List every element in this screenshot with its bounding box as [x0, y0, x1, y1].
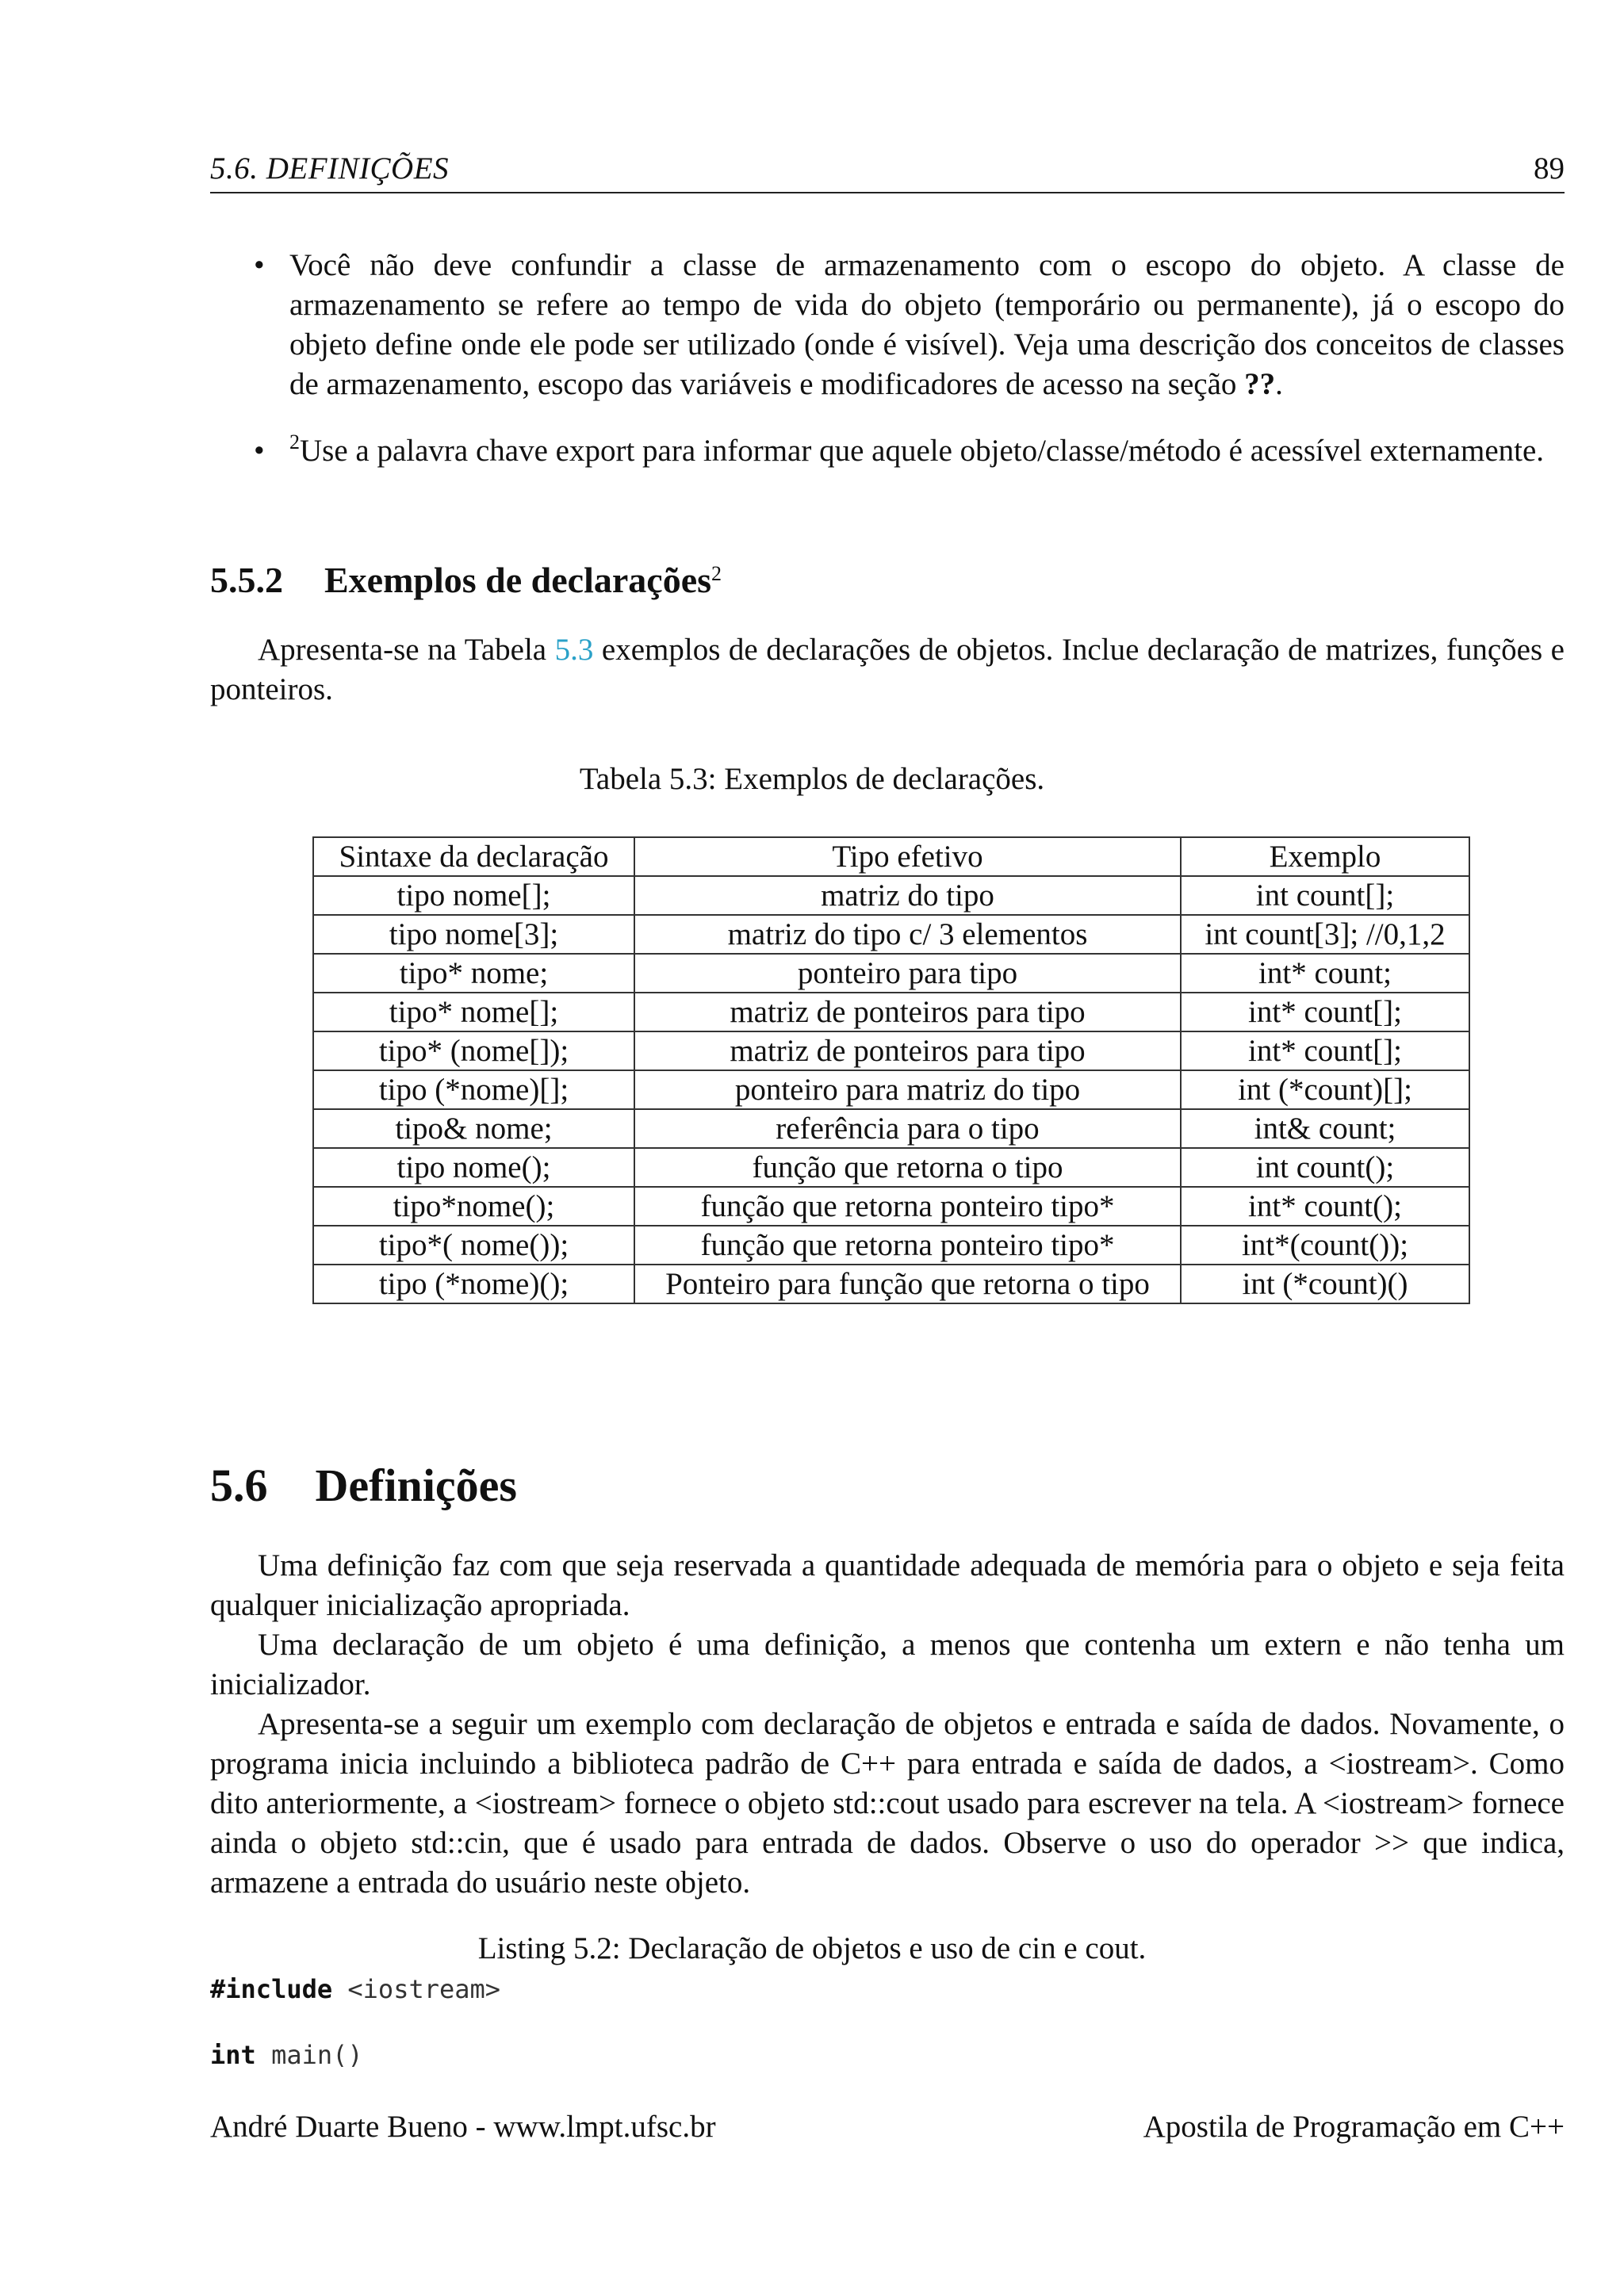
table-row	[313, 1109, 1469, 1148]
body-text	[210, 1546, 1565, 1903]
paragraph: Uma declaração de um objeto é uma definição, a menos que contenha um extern e não tenha um inicializador.	[210, 1628, 1565, 1701]
cell-type: Ponteiro para função que retorna o tipo	[634, 1265, 1181, 1303]
cell-syntax: tipo* (nome[]);	[313, 1031, 634, 1070]
table-reference-link[interactable]: 5.3	[554, 633, 594, 667]
cell-example: int (*count)()	[1181, 1265, 1469, 1303]
subsection-heading	[210, 559, 722, 601]
bullet-icon: •	[254, 248, 265, 282]
footer-author: André Duarte Bueno - www.lmpt.ufsc.br	[210, 2110, 716, 2144]
cell-example: int count[];	[1181, 876, 1469, 915]
cell-syntax: tipo nome();	[313, 1148, 634, 1187]
cell-example: int (*count)[];	[1181, 1070, 1469, 1109]
column-header-type: Tipo efetivo	[634, 837, 1181, 876]
table-row	[313, 1226, 1469, 1265]
table-body	[313, 876, 1469, 1303]
paragraph: Uma definição faz com que seja reservada a quantidade adequada de memória para o objeto e seja feita qualquer inicialização apropriada.	[210, 1548, 1565, 1622]
table-row	[313, 915, 1469, 954]
code-keyword: int	[210, 2040, 256, 2070]
cell-example: int count[3]; //0,1,2	[1181, 915, 1469, 954]
cell-example: int* count();	[1181, 1187, 1469, 1226]
table-row	[313, 1148, 1469, 1187]
cell-type: matriz de ponteiros para tipo	[634, 993, 1181, 1031]
cell-type: matriz do tipo c/ 3 elementos	[634, 915, 1181, 954]
cell-syntax: tipo nome[3];	[313, 915, 634, 954]
table-row	[313, 876, 1469, 915]
cell-syntax: tipo (*nome)[];	[313, 1070, 634, 1109]
table-row	[313, 1070, 1469, 1109]
cell-example: int count();	[1181, 1148, 1469, 1187]
cell-syntax: tipo* nome;	[313, 954, 634, 993]
subsection-title: Exemplos de declarações	[324, 560, 712, 600]
cell-syntax: tipo*nome();	[313, 1187, 634, 1226]
cell-type: referência para o tipo	[634, 1109, 1181, 1148]
intro-paragraph	[210, 630, 1565, 710]
table-row	[313, 1265, 1469, 1303]
cell-type: ponteiro para tipo	[634, 954, 1181, 993]
cell-syntax: tipo& nome;	[313, 1109, 634, 1148]
table-row	[313, 1187, 1469, 1226]
footnote-marker[interactable]: 2	[289, 430, 300, 453]
cell-example: int& count;	[1181, 1109, 1469, 1148]
code-text: <iostream>	[332, 1974, 501, 2004]
bullet-tail: .	[1275, 367, 1283, 401]
cell-type: função que retorna ponteiro tipo*	[634, 1226, 1181, 1265]
cell-example: int* count[];	[1181, 993, 1469, 1031]
intro-text: Apresenta-se na Tabela	[258, 633, 555, 667]
subsection-number: 5.5.2	[210, 560, 283, 600]
bullet-item	[246, 246, 1565, 404]
cell-type: função que retorna ponteiro tipo*	[634, 1187, 1181, 1226]
table-header-row	[313, 837, 1469, 876]
bullet-text: Use a palavra chave export para informar que aquele objeto/classe/método é acessível externamente.	[300, 434, 1545, 468]
table-row	[313, 1031, 1469, 1070]
cell-syntax: tipo*( nome());	[313, 1226, 634, 1265]
declarations-table	[312, 836, 1470, 1304]
table-row	[313, 993, 1469, 1031]
header-section-title: 5.6. DEFINIÇÕES	[210, 151, 450, 186]
paragraph: Apresenta-se a seguir um exemplo com declaração de objetos e entrada e saída de dados. Novamente, o programa inicia incluindo a biblioteca padrão de C++ para entrada e saída de dados, a <iostream>. Como dito anteriormente, a <iostream> fornece o objeto std::cout usado para escrever na tela. A <iostream> fornece ainda o objeto std::cin, que é usado para entrada de dados. Observe o uso do operador >> que indica, armazene a entrada do usuário neste objeto.	[210, 1707, 1565, 1900]
bullet-list	[246, 246, 1565, 471]
bullet-text: Você não deve confundir a classe de armazenamento com o escopo do objeto. A classe de armazenamento se refere ao tempo de vida do objeto (temporário ou permanente), já o escopo do objeto define onde ele pode ser utilizado (onde é visível). Veja uma descrição dos conceitos de classes de armazenamento, escopo das variáveis e modificadores de acesso na seção	[289, 248, 1565, 401]
section-title: Definições	[315, 1460, 517, 1511]
cell-example: int* count;	[1181, 954, 1469, 993]
cell-type: função que retorna o tipo	[634, 1148, 1181, 1187]
table-caption: Tabela 5.3: Exemplos de declarações.	[579, 762, 1045, 796]
code-keyword: #include	[210, 1974, 333, 2004]
intro-text-rest: exemplos de declarações de objetos. Inclue declaração de matrizes, funções e ponteiros.	[210, 633, 1565, 706]
footer-book-title: Apostila de Programação em C++	[1143, 2110, 1565, 2144]
cell-syntax: tipo nome[];	[313, 876, 634, 915]
section-reference[interactable]: ??	[1244, 367, 1276, 401]
column-header-syntax: Sintaxe da declaração	[313, 837, 634, 876]
footnote-marker[interactable]: 2	[711, 562, 722, 585]
section-heading	[210, 1459, 517, 1512]
bullet-item	[246, 431, 1565, 471]
header-page-number: 89	[1534, 151, 1565, 186]
listing-caption: Listing 5.2: Declaração de objetos e uso de cin e cout.	[477, 1931, 1147, 1965]
cell-syntax: tipo (*nome)();	[313, 1265, 634, 1303]
cell-syntax: tipo* nome[];	[313, 993, 634, 1031]
column-header-example: Exemplo	[1181, 837, 1469, 876]
cell-type: ponteiro para matriz do tipo	[634, 1070, 1181, 1109]
cell-example: int*(count());	[1181, 1226, 1469, 1265]
code-line	[210, 2040, 363, 2070]
bullet-icon: •	[254, 434, 265, 468]
cell-type: matriz de ponteiros para tipo	[634, 1031, 1181, 1070]
table-row	[313, 954, 1469, 993]
code-line	[210, 1974, 500, 2004]
cell-type: matriz do tipo	[634, 876, 1181, 915]
cell-example: int* count[];	[1181, 1031, 1469, 1070]
running-header	[210, 151, 1565, 193]
section-number: 5.6	[210, 1460, 268, 1511]
code-text: main()	[255, 2040, 363, 2070]
